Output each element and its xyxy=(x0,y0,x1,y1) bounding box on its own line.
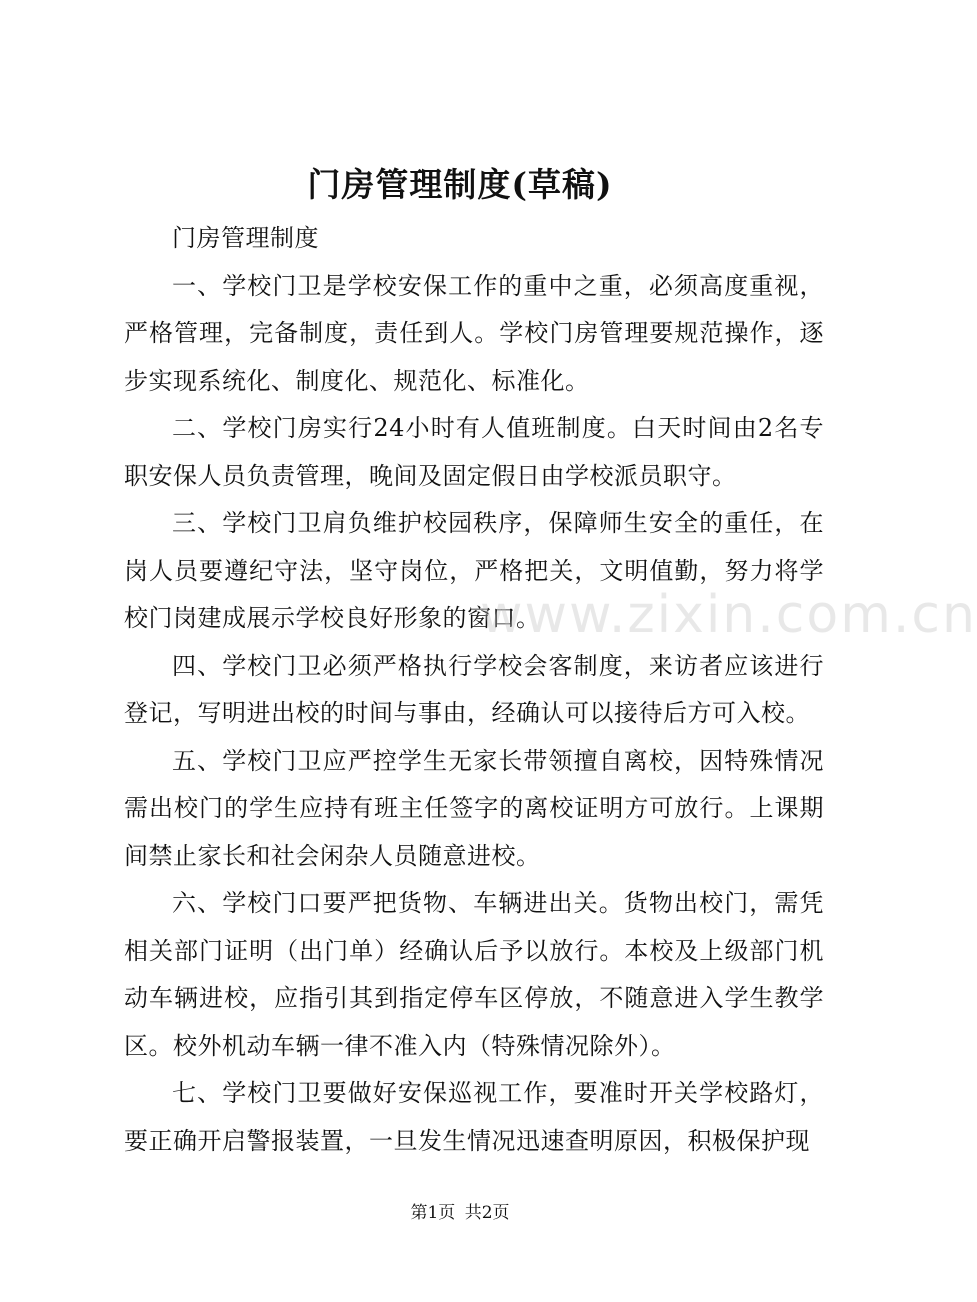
document-body xyxy=(124,215,824,1165)
paragraph-6: 六、学校门口要严把货物、车辆进出关。货物出校门，需凭相关部门证明（出门单）经确认后予以放行。本校及上级部门机动车辆进校，应指引其到指定停车区停放，不随意进入学生教学区。校外机动车辆一律不准入内（特殊情况除外）。 xyxy=(124,889,824,1060)
paragraph-3: 三、学校门卫肩负维护校园秩序，保障师生安全的重任，在岗人员要遵纪守法，坚守岗位，严格把关，文明值勤，努力将学校门岗建成展示学校良好形象的窗口。 xyxy=(124,509,824,632)
page-number: 第1页 xyxy=(410,1203,456,1223)
paragraph-5: 五、学校门卫应严控学生无家长带领擅自离校，因特殊情况需出校门的学生应持有班主任签字的离校证明方可放行。上课期间禁止家长和社会闲杂人员随意进校。 xyxy=(124,746,824,870)
section-heading: 门房管理制度 xyxy=(172,224,319,252)
paragraph-1: 一、学校门卫是学校安保工作的重中之重，必须高度重视，严格管理，完备制度，责任到人。学校门房管理要规范操作，逐步实现系统化、制度化、规范化、标准化。 xyxy=(124,271,824,395)
document-title: 门房管理制度(草稿) xyxy=(307,165,613,204)
watermark: www.zixin.com.cn xyxy=(480,585,977,645)
page-footer xyxy=(0,1200,920,1226)
paragraph-4: 四、学校门卫必须严格执行学校会客制度，来访者应该进行登记，写明进出校的时间与事由，经确认可以接待后方可入校。 xyxy=(124,651,824,727)
paragraph-7: 七、学校门卫要做好安保巡视工作，要准时开关学校路灯，要正确开启警报装置，一旦发生情况迅速查明原因，积极保护现 xyxy=(124,1079,824,1155)
paragraph-2: 二、学校门房实行24小时有人值班制度。白天时间由2名专职安保人员负责管理，晚间及固定假日由学校派员职守。 xyxy=(124,414,824,490)
page-total: 共2页 xyxy=(464,1203,510,1223)
